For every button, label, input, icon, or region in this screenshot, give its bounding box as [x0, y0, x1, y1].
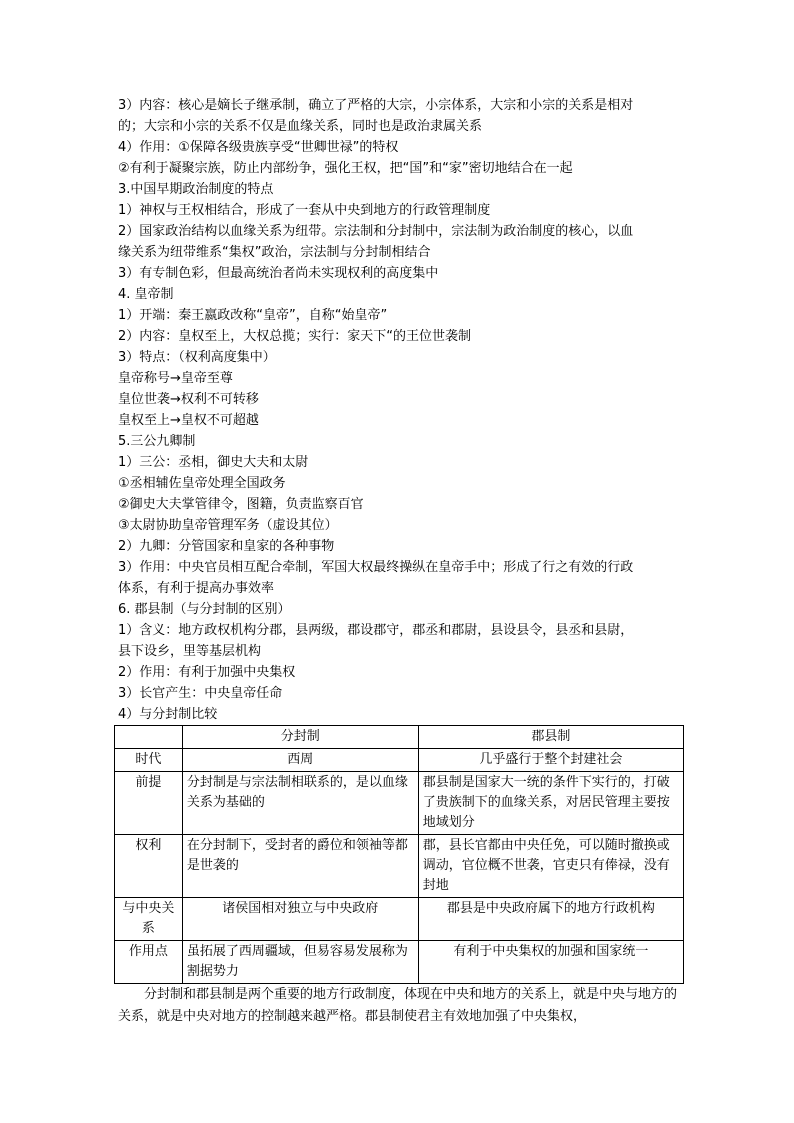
- text-line: 2）作用：有利于加强中央集权: [118, 665, 296, 680]
- table-row: [115, 772, 684, 835]
- text-line: 3）特点：（权利高度集中）: [118, 350, 276, 365]
- table-header-junxian: 郡县制: [418, 726, 683, 749]
- fenfeng-cell: 虽拓展了西周疆域，但易容易发展称为割据势力: [182, 941, 418, 984]
- text-line: ③太尉协助皇帝管理军务（虚设其位）: [118, 518, 338, 533]
- table-row: [115, 835, 684, 898]
- text-line: 的；大宗和小宗的关系不仅是血缘关系，同时也是政治隶属关系: [118, 119, 483, 134]
- text-line: ②有利于凝聚宗族，防止内部纷争，强化王权，把“国”和“家”密切地结合在一起: [118, 161, 573, 176]
- table-row: [115, 749, 684, 772]
- row-label: 时代: [115, 749, 183, 772]
- text-line: 体系，有利于提高办事效率: [118, 581, 275, 596]
- text-line: 3）有专制色彩，但最高统治者尚未实现权利的高度集中: [118, 266, 439, 281]
- text-line: 3）作用：中央官员相互配合牵制，军国大权最终操纵在皇帝手中；形成了行之有效的行政: [118, 560, 634, 575]
- junxian-cell: 郡，县长官都由中央任免，可以随时撤换或调动，官位概不世袭，官吏只有俸禄，没有封地: [418, 835, 683, 898]
- text-line: 4）作用：①保障各级贵族享受“世卿世禄”的特权: [118, 140, 399, 155]
- text-line: 1）开端：秦王嬴政改称“皇帝”，自称“始皇帝”: [118, 308, 388, 323]
- junxian-cell: 郡县是中央政府属下的地方行政机构: [418, 898, 683, 941]
- table-header-fenfeng: 分封制: [182, 726, 418, 749]
- junxian-cell: 几乎盛行于整个封建社会: [418, 749, 683, 772]
- text-line: 6. 郡县制（与分封制的区别）: [118, 602, 291, 617]
- fenfeng-cell: 西周: [182, 749, 418, 772]
- table-row: [115, 898, 684, 941]
- text-line: 皇权至上→皇权不可超越: [118, 413, 259, 428]
- text-line: 2）国家政治结构以血缘关系为纽带。宗法制和分封制中，宗法制为政治制度的核心，以血: [118, 224, 634, 239]
- document-page: [118, 95, 682, 1041]
- closing-paragraph: 分封制和郡县制是两个重要的地方行政制度，体现在中央和地方的关系上，就是中央与地方的关系，就是中央对地方的控制越来越严格。郡县制使君主有效地加强了中央集权，: [118, 987, 678, 1024]
- text-line: 1）含义：地方政权机构分郡，县两级，郡设郡守，郡丞和郡尉，县设县令，县丞和县尉，: [118, 623, 634, 638]
- text-line: 皇帝称号→皇帝至尊: [118, 371, 233, 386]
- text-line: 1）神权与王权相结合，形成了一套从中央到地方的行政管理制度: [118, 203, 491, 218]
- text-line: 4）与分封制比较: [118, 707, 218, 722]
- fenfeng-cell: 诸侯国相对独立与中央政府: [182, 898, 418, 941]
- text-line: 皇位世袭→权利不可转移: [118, 392, 259, 407]
- text-line: 3）内容：核心是嫡长子继承制，确立了严格的大宗，小宗体系，大宗和小宗的关系是相对: [118, 98, 634, 113]
- text-line: 2）内容：皇权至上，大权总揽；实行：家天下“的王位世袭制: [118, 329, 472, 344]
- row-label: 权利: [115, 835, 183, 898]
- text-line: 4. 皇帝制: [118, 287, 174, 302]
- text-line: 3）长官产生：中央皇帝任命: [118, 686, 283, 701]
- row-label: 作用点: [115, 941, 183, 984]
- fenfeng-cell: 分封制是与宗法制相联系的，是以血缘关系为基础的: [182, 772, 418, 835]
- text-line: 1）三公：丞相，御史大夫和太尉: [118, 455, 309, 470]
- text-line: 县下设乡，里等基层机构: [118, 644, 262, 659]
- row-label: 前提: [115, 772, 183, 835]
- fenfeng-cell: 在分封制下，受封者的爵位和领袖等都是世袭的: [182, 835, 418, 898]
- text-line: 3.中国早期政治制度的特点: [118, 182, 274, 197]
- comparison-table: [114, 725, 684, 984]
- table-header-row: [115, 726, 684, 749]
- text-line: 2）九卿：分管国家和皇家的各种事物: [118, 539, 335, 554]
- text-line: ①丞相辅佐皇帝处理全国政务: [118, 476, 286, 491]
- text-block: [118, 95, 682, 725]
- junxian-cell: 郡县制是国家大一统的条件下实行的，打破了贵族制下的血缘关系，对居民管理主要按地域划分: [418, 772, 683, 835]
- row-label: 与中央关系: [115, 898, 183, 941]
- junxian-cell: 有利于中央集权的加强和国家统一: [418, 941, 683, 984]
- text-line: 缘关系为纽带维系“集权”政治，宗法制与分封制相结合: [118, 245, 431, 260]
- text-line: ②御史大夫掌管律令，图籍，负责监察百官: [118, 497, 364, 512]
- table-row: [115, 941, 684, 984]
- text-line: 5.三公九卿制: [118, 434, 196, 449]
- table-header-empty: [115, 726, 183, 749]
